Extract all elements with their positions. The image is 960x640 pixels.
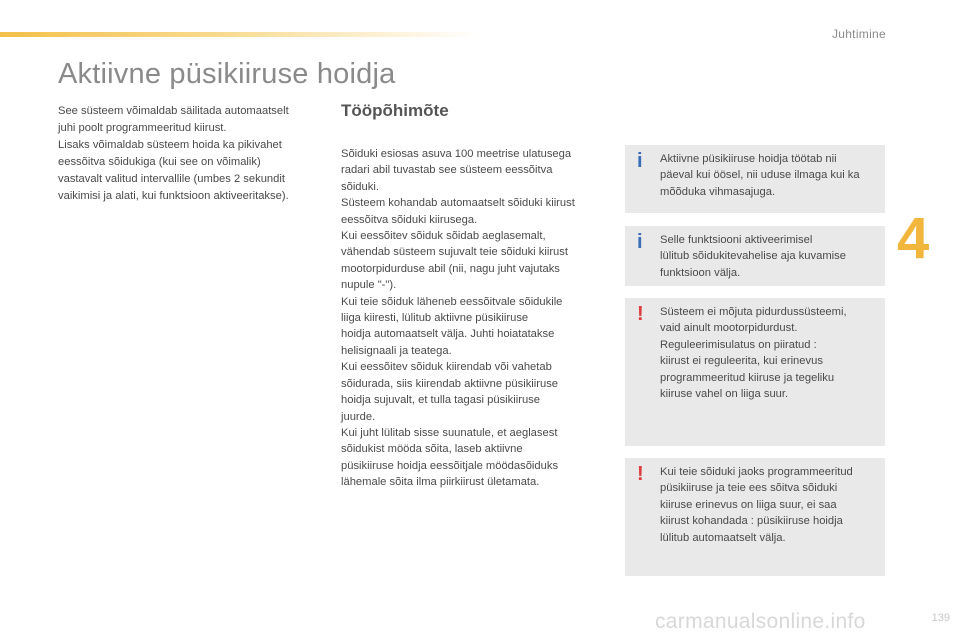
page-number: 139 [931, 612, 950, 624]
principle-line: juurde. [341, 410, 376, 423]
principle-line: liiga kiiresti, lülitub aktiivne püsikiiruse [341, 312, 529, 325]
principle-title: Tööpõhimõte [341, 101, 449, 120]
note-line: kiiruse erinevus on liiga suur, ei saa [660, 498, 837, 511]
note-line: mõõduka vihmasajuga. [660, 185, 776, 198]
page-title: Aktiivne püsikiiruse hoidja [58, 58, 396, 90]
note-line: kiirust kohandada : püsikiiruse hoidja [660, 515, 843, 528]
principle-line: hoidja automaatselt välja. Juhti hoiatatakse [341, 328, 555, 341]
principle-line: sõiduki. [341, 180, 379, 193]
principle-line: nupule "-"). [341, 279, 397, 292]
note-line: Kui teie sõiduki jaoks programmeeritud [660, 466, 853, 478]
principle-line: Kui teie sõiduk läheneb eessõitvale sõidukile [341, 295, 563, 308]
warning-icon: ! [637, 303, 644, 325]
header-accent-bar [0, 32, 480, 37]
intro-line: juhi poolt programmeeritud kiirust. [58, 122, 227, 134]
info-icon: i [637, 231, 643, 253]
principle-line: Kui eessõitev sõiduk sõidab aeglasemalt, [341, 230, 546, 243]
info-note-box [625, 226, 885, 286]
principle-line: mootorpidurduse abil (nii, nagu juht vajutaks [341, 262, 560, 275]
intro-line: eessõitva sõidukiga (kui see on võimalik) [58, 156, 261, 168]
warning-note-box [625, 298, 885, 446]
note-line: Aktiivne püsikiiruse hoidja töötab nii [660, 153, 837, 165]
chapter-number: 4 [897, 206, 930, 271]
note-line: püsikiiruse ja teie ees sõitva sõiduki [660, 482, 838, 495]
principle-line: lähemale sõita ilma piirkiirust ületamata. [341, 476, 540, 489]
note-line: Selle funktsiooni aktiveerimisel [660, 234, 813, 246]
principle-line: püsikiiruse hoidja eessõitjale möödasõiduks [341, 459, 559, 472]
principle-line: radari abil tuvastab see süsteem eessõitva [341, 164, 553, 177]
note-line: Süsteem ei mõjuta pidurdussüsteemi, [660, 306, 847, 318]
principle-line: sõidurada, siis kiirendab aktiivne püsikiiruse [341, 377, 559, 390]
principle-line: helisignaali ja teatega. [341, 344, 452, 357]
principle-line: Kui eessõitev sõiduk kiirendab või vahetab [341, 361, 552, 374]
intro-line: Lisaks võimaldab süsteem hoida ka pikivahet [58, 139, 282, 151]
intro-line: See süsteem võimaldab säilitada automaatselt [58, 105, 289, 117]
note-line: programmeeritud kiiruse ja tegeliku [660, 371, 835, 384]
note-line: vaid ainult mootorpidurdust. [660, 322, 798, 335]
principle-line: Sõiduki esiosas asuva 100 meetrise ulatusega [341, 148, 572, 160]
intro-text [58, 103, 323, 205]
note-line: päeval kui öösel, nii uduse ilmaga kui ka [660, 169, 860, 182]
principle-line: Süsteem kohandab automaatselt sõiduki kiirust [341, 197, 575, 210]
intro-line: vaikimisi ja alati, kui funktsioon aktiveeritakse). [58, 190, 289, 202]
note-line: kiirust ei reguleerita, kui erinevus [660, 355, 823, 368]
principle-text [341, 146, 611, 491]
principle-line: sõidukist mööda sõita, laseb aktiivne [341, 443, 523, 456]
section-label: Juhtimine [831, 27, 886, 41]
intro-line: vastavalt valitud intervallile (umbes 2 sekundit [58, 173, 285, 185]
principle-line: vähendab süsteem sujuvalt teie sõiduki kiirust [341, 246, 568, 259]
note-line: kiiruse vahel on liiga suur. [660, 388, 789, 401]
note-line: Reguleerimisulatus on piiratud : [660, 338, 817, 351]
principle-line: hoidja sujuvalt, et tulla tagasi püsikiiruse [341, 394, 540, 407]
note-line: funktsioon välja. [660, 266, 741, 279]
principle-line: Kui juht lülitab sisse suunatule, et aeglasest [341, 426, 558, 439]
info-icon: i [637, 150, 643, 172]
note-line: lülitub sõidukitevahelise aja kuvamise [660, 250, 846, 263]
warning-note-box [625, 458, 885, 576]
info-note-box [625, 145, 885, 213]
watermark: carmanualsonline.info [655, 610, 866, 633]
note-line: lülitub automaatselt välja. [660, 531, 786, 544]
principle-line: eessõitva sõiduki kiirusega. [341, 213, 478, 226]
warning-icon: ! [637, 463, 644, 485]
